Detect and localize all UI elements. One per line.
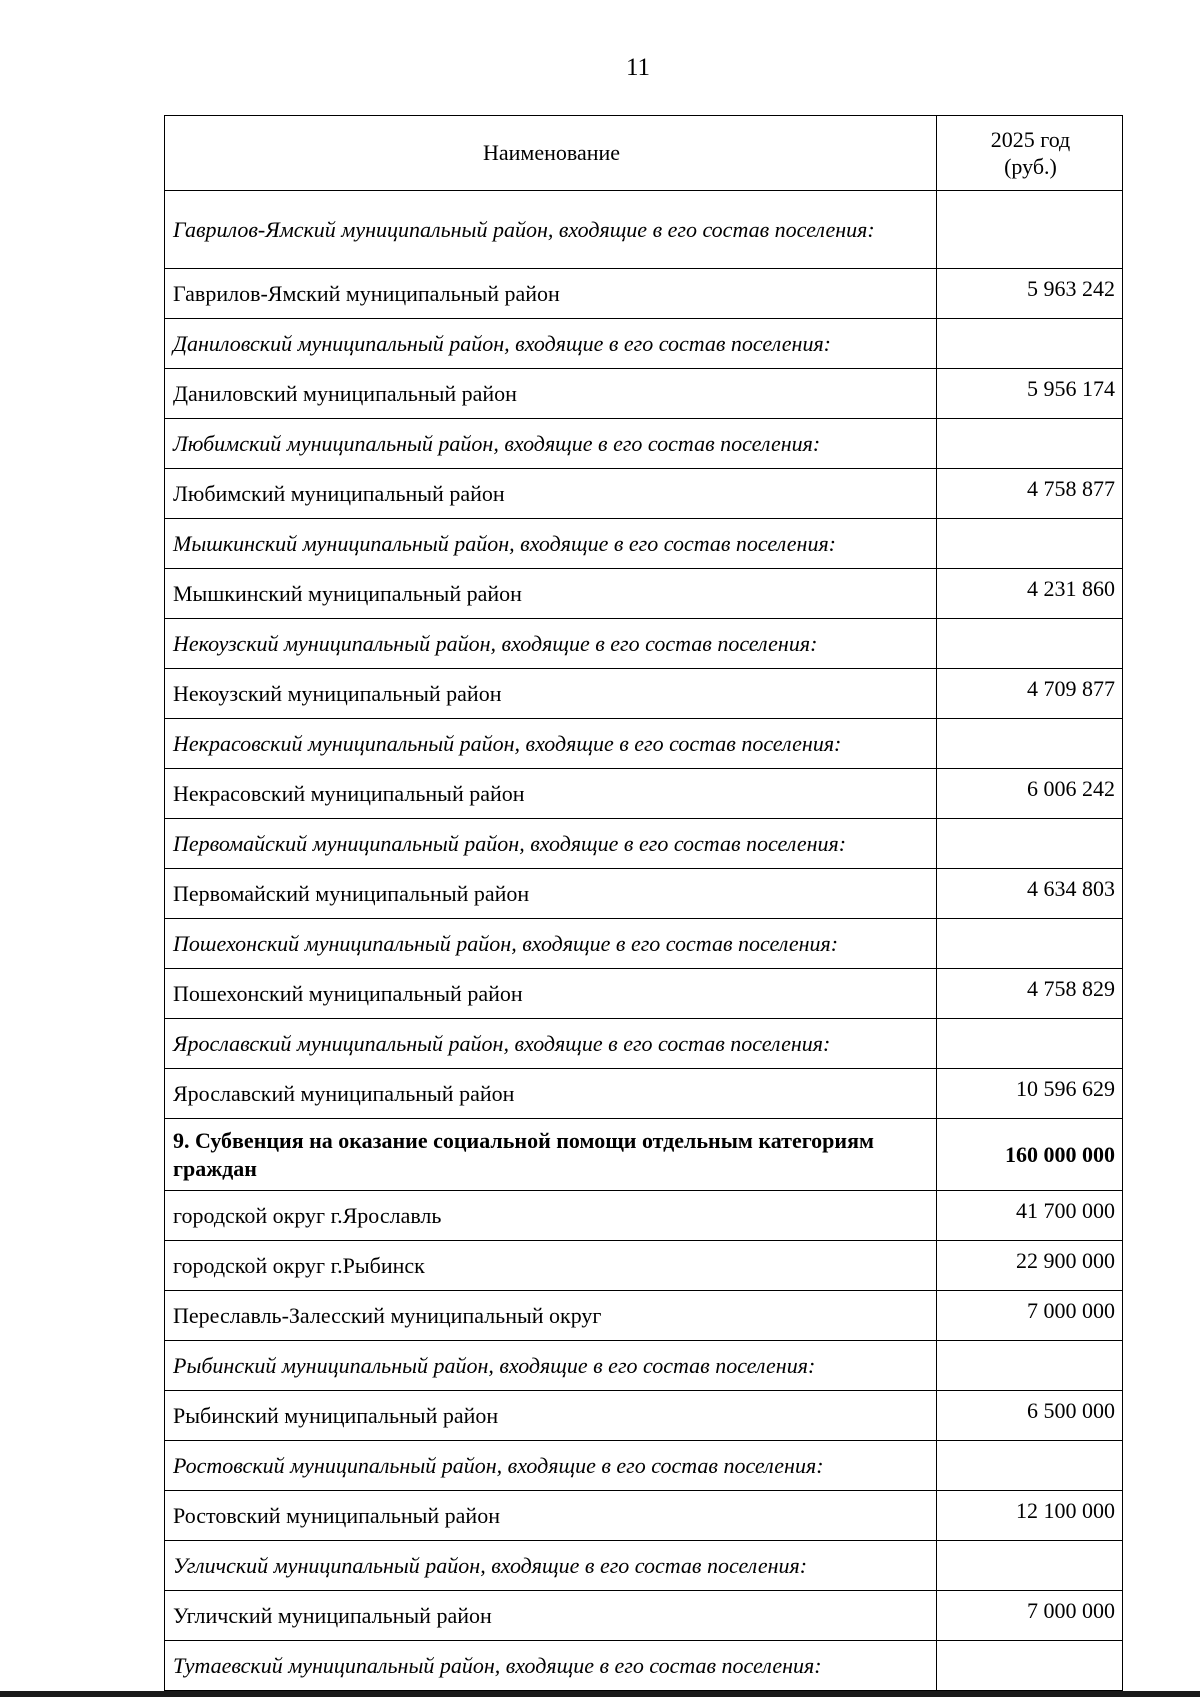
page-number: 11 xyxy=(625,54,651,81)
table-header-row xyxy=(165,116,1123,191)
table-row xyxy=(165,1241,1123,1291)
row-amount: 12 100 000 xyxy=(937,1491,1123,1541)
column-header-name: Наименование xyxy=(165,116,937,191)
table-row xyxy=(165,1291,1123,1341)
column-header-unit: (руб.) xyxy=(1004,154,1057,179)
row-amount: 41 700 000 xyxy=(937,1191,1123,1241)
row-name: Некоузский муниципальный район xyxy=(165,669,937,719)
row-name: Гаврилов-Ямский муниципальный район xyxy=(165,269,937,319)
row-amount xyxy=(937,919,1123,969)
table-row xyxy=(165,769,1123,819)
row-name: Ростовский муниципальный район, входящие в его состав поселения: xyxy=(165,1441,937,1491)
row-name: Тутаевский муниципальный район, входящие в его состав поселения: xyxy=(165,1641,937,1691)
table-row xyxy=(165,1069,1123,1119)
row-amount: 4 634 803 xyxy=(937,869,1123,919)
row-amount xyxy=(937,419,1123,469)
table-row xyxy=(165,1191,1123,1241)
table-row xyxy=(165,369,1123,419)
group-header-row xyxy=(165,1441,1123,1491)
group-header-row xyxy=(165,619,1123,669)
row-amount: 4 709 877 xyxy=(937,669,1123,719)
row-name: Пошехонский муниципальный район, входящие в его состав поселения: xyxy=(165,919,937,969)
row-name: Некрасовский муниципальный район, входящие в его состав поселения: xyxy=(165,719,937,769)
row-name: Любимский муниципальный район xyxy=(165,469,937,519)
group-header-row xyxy=(165,191,1123,269)
row-amount: 10 596 629 xyxy=(937,1069,1123,1119)
row-amount: 7 000 000 xyxy=(937,1591,1123,1641)
group-header-row xyxy=(165,919,1123,969)
row-amount: 4 758 829 xyxy=(937,969,1123,1019)
table-row xyxy=(165,869,1123,919)
group-header-row xyxy=(165,319,1123,369)
row-name: Пошехонский муниципальный район xyxy=(165,969,937,1019)
group-header-row xyxy=(165,1641,1123,1691)
table-row xyxy=(165,969,1123,1019)
allocation-table xyxy=(164,115,1123,1691)
row-name: Первомайский муниципальный район xyxy=(165,869,937,919)
column-header-year xyxy=(937,116,1123,191)
section-row xyxy=(165,1119,1123,1191)
table-row xyxy=(165,469,1123,519)
row-name: Даниловский муниципальный район, входящие в его состав поселения: xyxy=(165,319,937,369)
table-body xyxy=(165,191,1123,1691)
group-header-row xyxy=(165,1541,1123,1591)
table-row xyxy=(165,1491,1123,1541)
table-row xyxy=(165,669,1123,719)
group-header-row xyxy=(165,1341,1123,1391)
row-name: Угличский муниципальный район, входящие в его состав поселения: xyxy=(165,1541,937,1591)
row-name: Некоузский муниципальный район, входящие в его состав поселения: xyxy=(165,619,937,669)
row-name: Гаврилов-Ямский муниципальный район, входящие в его состав поселения: xyxy=(165,191,937,269)
row-name: Ярославский муниципальный район, входящие в его состав поселения: xyxy=(165,1019,937,1069)
row-name: 9. Субвенция на оказание социальной помощи отдельным категориям граждан xyxy=(165,1119,937,1191)
row-name: городской округ г.Рыбинск xyxy=(165,1241,937,1291)
row-name: Некрасовский муниципальный район xyxy=(165,769,937,819)
row-amount: 6 500 000 xyxy=(937,1391,1123,1441)
row-amount: 160 000 000 xyxy=(937,1119,1123,1191)
group-header-row xyxy=(165,819,1123,869)
table-row xyxy=(165,1591,1123,1641)
row-amount xyxy=(937,519,1123,569)
scan-bottom-edge xyxy=(0,1691,1200,1697)
row-name: Даниловский муниципальный район xyxy=(165,369,937,419)
row-amount xyxy=(937,619,1123,669)
table-row xyxy=(165,269,1123,319)
row-name: Мышкинский муниципальный район xyxy=(165,569,937,619)
row-name: Мышкинский муниципальный район, входящие в его состав поселения: xyxy=(165,519,937,569)
row-amount: 7 000 000 xyxy=(937,1291,1123,1341)
row-amount xyxy=(937,1541,1123,1591)
row-amount: 5 956 174 xyxy=(937,369,1123,419)
table-row xyxy=(165,1391,1123,1441)
row-name: Переславль-Залесский муниципальный округ xyxy=(165,1291,937,1341)
row-name: Рыбинский муниципальный район xyxy=(165,1391,937,1441)
row-amount xyxy=(937,1341,1123,1391)
row-amount: 5 963 242 xyxy=(937,269,1123,319)
row-name: Ростовский муниципальный район xyxy=(165,1491,937,1541)
row-name: Ярославский муниципальный район xyxy=(165,1069,937,1119)
table-row xyxy=(165,569,1123,619)
row-amount xyxy=(937,1441,1123,1491)
row-amount: 4 758 877 xyxy=(937,469,1123,519)
row-amount xyxy=(937,319,1123,369)
row-name: Любимский муниципальный район, входящие в его состав поселения: xyxy=(165,419,937,469)
row-amount: 6 006 242 xyxy=(937,769,1123,819)
group-header-row xyxy=(165,419,1123,469)
row-amount: 4 231 860 xyxy=(937,569,1123,619)
row-amount xyxy=(937,1019,1123,1069)
row-amount xyxy=(937,1641,1123,1691)
group-header-row xyxy=(165,719,1123,769)
group-header-row xyxy=(165,1019,1123,1069)
row-amount xyxy=(937,191,1123,269)
column-header-year-label: 2025 год xyxy=(990,127,1071,152)
row-name: Угличский муниципальный район xyxy=(165,1591,937,1641)
row-name: Первомайский муниципальный район, входящие в его состав поселения: xyxy=(165,819,937,869)
row-name: Рыбинский муниципальный район, входящие в его состав поселения: xyxy=(165,1341,937,1391)
row-amount: 22 900 000 xyxy=(937,1241,1123,1291)
row-name: городской округ г.Ярославль xyxy=(165,1191,937,1241)
group-header-row xyxy=(165,519,1123,569)
row-amount xyxy=(937,819,1123,869)
row-amount xyxy=(937,719,1123,769)
